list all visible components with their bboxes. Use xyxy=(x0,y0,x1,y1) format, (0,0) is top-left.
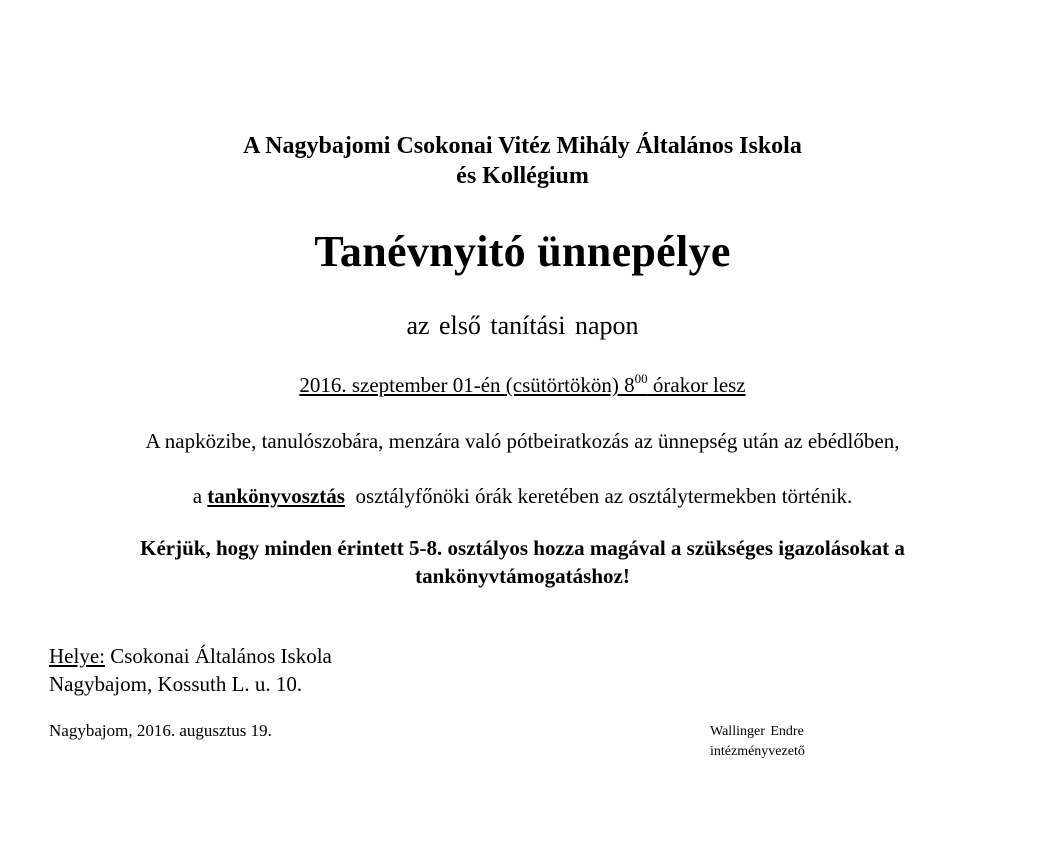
tankonyv-prefix: a xyxy=(192,484,208,508)
main-title: Tanévnyitó ünnepélye xyxy=(314,227,731,276)
event-time-suffix: órakor lesz xyxy=(647,373,746,397)
location-address: Nagybajom, Kossuth L. u. 10. xyxy=(49,672,303,696)
location-line1 xyxy=(49,642,332,670)
school-name-line2: és Kollégium xyxy=(456,163,589,189)
signer-name: Wallinger Endre xyxy=(710,724,804,739)
event-date-line xyxy=(0,371,1045,399)
napkozi-paragraph: A napközibe, tanulószobára, menzára való pótbeiratkozás az ünnepség után az ebédlőben, xyxy=(145,429,900,453)
location-block xyxy=(49,642,332,698)
request-paragraph xyxy=(0,534,1045,590)
tankonyv-suffix: osztályfőnöki órák keretében az osztálytermekben történik. xyxy=(344,484,853,508)
school-name-line1: A Nagybajomi Csokonai Vitéz Mihály Általános Iskola xyxy=(243,133,802,159)
signer-title: intézményvezető xyxy=(710,744,805,759)
place-date: Nagybajom, 2016. augusztus 19. xyxy=(49,721,272,740)
event-time-superscript: 00 xyxy=(634,371,648,386)
request-line1: Kérjük, hogy minden érintett 5-8. osztályos hozza magával a szükséges igazolásokat a xyxy=(140,536,905,560)
school-name xyxy=(0,131,1045,191)
location-name: Csokonai Általános Iskola xyxy=(104,644,332,668)
tankonyv-paragraph xyxy=(0,482,1045,510)
request-line2: tankönyvtámogatáshoz! xyxy=(415,564,630,588)
event-date-text: 2016. szeptember 01-én (csütörtökön) 8 xyxy=(299,373,635,397)
subtitle: az első tanítási napon xyxy=(406,311,639,340)
signature-block xyxy=(710,722,805,762)
event-date-underlined xyxy=(299,373,745,397)
location-label: Helye: xyxy=(49,644,105,668)
tankonyv-bold: tankönyvosztás xyxy=(207,484,345,508)
